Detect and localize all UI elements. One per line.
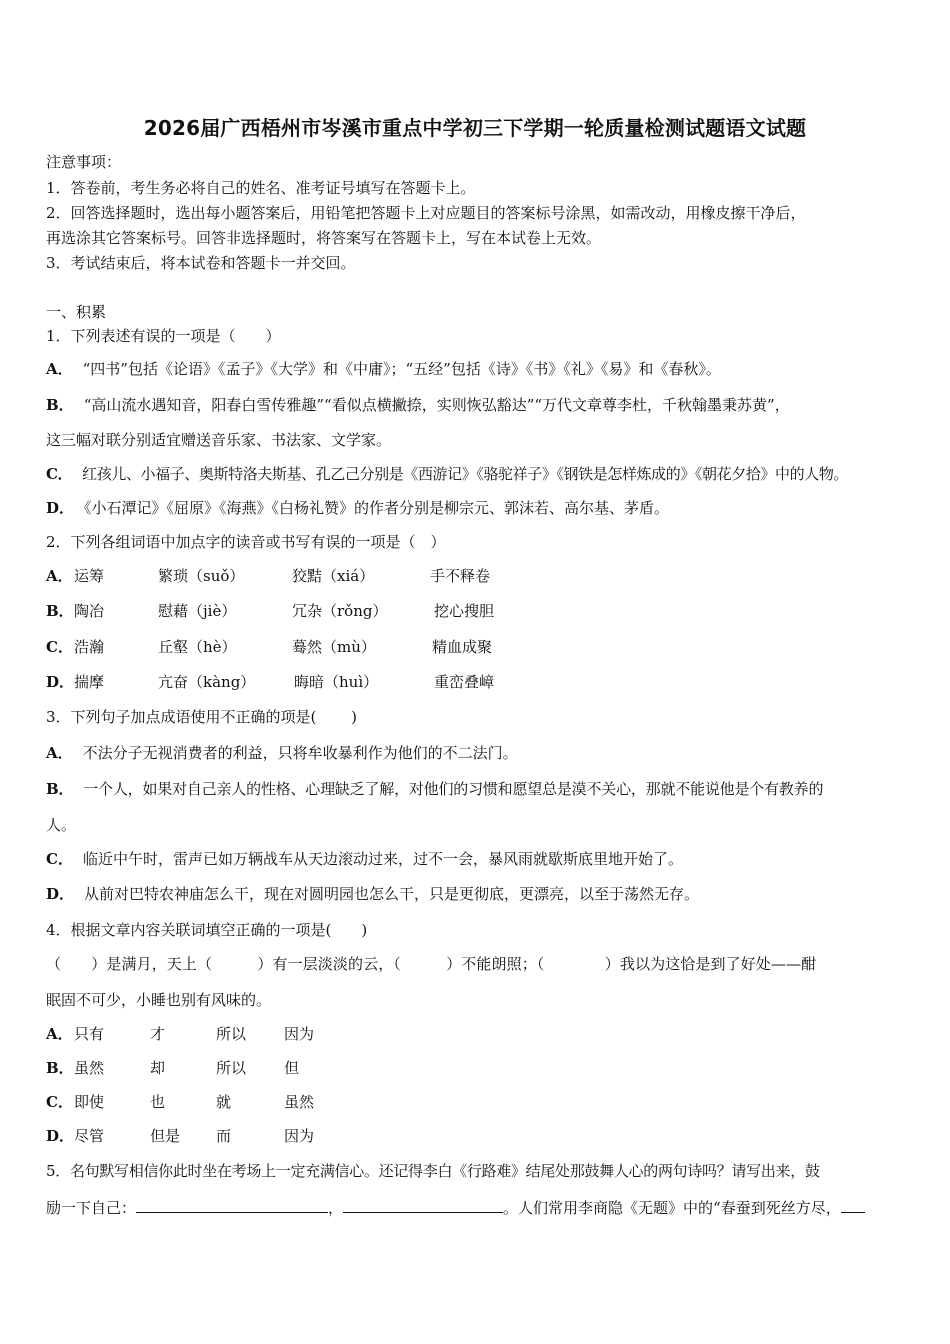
answer-blank[interactable]	[841, 1198, 865, 1213]
q3-option-b	[46, 779, 823, 799]
q1-option-b-cont: 这三幅对联分别适宜赠送音乐家、书法家、文学家。	[46, 431, 392, 449]
option-cell: 但	[284, 1059, 300, 1077]
notice-item: 再选涂其它答案标号。回答非选择题时，将答案写在答题卡上，写在本试卷上无效。	[46, 229, 602, 247]
option-cell: 手不释卷	[430, 567, 491, 585]
option-cell: 陶冶	[74, 602, 105, 620]
option-cell: 只有	[74, 1025, 105, 1043]
option-text: 临近中午时，雷声已如万辆战车从天边滚动过来，过不一会，暴风雨就歇斯底里地开始了。	[82, 850, 683, 868]
option-label: A．	[46, 567, 73, 585]
option-cell: 运筹	[74, 567, 105, 585]
answer-blank[interactable]	[343, 1198, 503, 1213]
option-label: C．	[46, 850, 73, 868]
option-cell: 繁琐（suǒ）	[158, 567, 245, 585]
option-text: 红孩儿、小福子、奥斯特洛夫斯基、孔乙己分别是《西游记》《骆驼祥子》《钢铁是怎样炼成的》《朝花夕拾》中的人物。	[82, 465, 849, 483]
question-1-stem: 1．下列表述有误的一项是（ ）	[46, 327, 281, 345]
option-cell: 所以	[216, 1059, 247, 1077]
question-5-stem: 5．名句默写相信你此时坐在考场上一定充满信心。还记得李白《行路难》结尾处那鼓舞人心的两句诗吗？请写出来，鼓	[46, 1162, 820, 1180]
question-2-stem: 2．下列各组词语中加点字的读音或书写有误的一项是（ ）	[46, 533, 446, 551]
page-title: 2026届广西梧州市岑溪市重点中学初三下学期一轮质量检测试题语文试题	[143, 116, 807, 140]
option-label: B．	[46, 396, 74, 414]
option-label: D．	[46, 673, 75, 691]
q2-option-c	[46, 637, 646, 657]
fill-prefix: 励一下自己：	[46, 1199, 137, 1217]
option-cell: 但是	[150, 1127, 181, 1145]
option-label: C．	[46, 638, 73, 656]
q3-option-a	[46, 743, 518, 763]
q4-passage: 眠固不可少，小睡也别有风味的。	[46, 991, 272, 1009]
question-4-stem: 4．根据文章内容关联词填空正确的一项是( )	[46, 921, 368, 939]
option-cell: 因为	[284, 1025, 315, 1043]
option-label: B．	[46, 602, 74, 620]
option-cell: 晦暗（huì）	[294, 673, 379, 691]
option-text: 不法分子无视消费者的利益，只将牟收暴利作为他们的不二法门。	[82, 744, 518, 762]
q3-option-c	[46, 849, 683, 869]
q2-option-b	[46, 601, 646, 621]
option-cell: 精血成聚	[432, 638, 493, 656]
option-cell: 挖心搜胆	[434, 602, 495, 620]
q4-option-b	[46, 1058, 446, 1078]
option-cell: 狡黠（xiá）	[292, 567, 375, 585]
fill-comma: ，	[328, 1199, 344, 1217]
notice-heading: 注意事项：	[46, 153, 122, 171]
q5-fill-line	[46, 1198, 865, 1218]
option-cell: 丘壑（hè）	[158, 638, 237, 656]
q2-option-a	[46, 566, 646, 586]
option-cell: 虽然	[284, 1093, 315, 1111]
option-label: B．	[46, 780, 74, 798]
question-3-stem: 3．下列句子加点成语使用不正确的项是( )	[46, 708, 358, 726]
answer-blank[interactable]	[136, 1198, 328, 1213]
option-label: A．	[46, 360, 73, 378]
q4-option-a	[46, 1024, 446, 1044]
option-cell: 即使	[74, 1093, 105, 1111]
option-cell: 亢奋（kàng）	[158, 673, 256, 691]
option-label: A．	[46, 1025, 73, 1043]
q4-option-d	[46, 1126, 446, 1146]
option-cell: 浩瀚	[74, 638, 105, 656]
notice-item: 3．考试结束后，将本试卷和答题卡一并交回。	[46, 254, 356, 272]
q1-option-d	[46, 498, 669, 518]
q1-option-a	[46, 359, 721, 379]
option-cell: 因为	[284, 1127, 315, 1145]
notice-item: 1．答卷前，考生务必将自己的姓名、准考证号填写在答题卡上。	[46, 179, 476, 197]
q3-option-b-cont: 人。	[46, 816, 77, 834]
option-cell: 才	[150, 1025, 166, 1043]
option-cell: 而	[216, 1127, 232, 1145]
q1-option-c	[46, 464, 848, 484]
option-label: D．	[46, 885, 75, 903]
q4-passage: （ ）是满月，天上（ ）有一层淡淡的云，（ ）不能朗照；（ ）我以为这恰是到了好处——酣	[46, 955, 817, 973]
option-cell: 也	[150, 1093, 166, 1111]
q1-option-b	[46, 395, 790, 415]
option-label: B．	[46, 1059, 74, 1077]
section-heading: 一、积累	[46, 303, 107, 321]
option-cell: 重峦叠嶂	[434, 673, 495, 691]
notice-item: 2．回答选择题时，选出每小题答案后，用铅笔把答题卡上对应题目的答案标号涂黑，如需改动，用橡皮擦干净后，	[46, 204, 806, 222]
fill-suffix: 。人们常用李商隐《无题》中的“春蚕到死丝方尽，	[503, 1199, 841, 1217]
option-cell: 慰藉（jiè）	[158, 602, 237, 620]
option-cell: 冗杂（rǒng）	[292, 602, 388, 620]
option-text: 《小石潭记》《屈原》《海燕》《白杨礼赞》的作者分别是柳宗元、郭沫若、高尔基、茅盾。	[84, 499, 670, 517]
option-cell: 蓦然（mù）	[292, 638, 376, 656]
option-cell: 揣摩	[74, 673, 105, 691]
option-label: D．	[46, 499, 75, 517]
option-label: C．	[46, 1093, 73, 1111]
q2-option-d	[46, 672, 646, 692]
option-label: A．	[46, 744, 73, 762]
option-text: 从前对巴特农神庙怎么干，现在对圆明园也怎么干，只是更彻底，更漂亮，以至于荡然无存。	[84, 885, 700, 903]
q3-option-d	[46, 884, 699, 904]
option-cell: 尽管	[74, 1127, 105, 1145]
option-text: “四书”包括《论语》《孟子》《大学》和《中庸》；“五经”包括《诗》《书》《礼》《易》和《春秋》。	[82, 360, 721, 378]
option-cell: 所以	[216, 1025, 247, 1043]
option-label: C．	[46, 465, 73, 483]
option-cell: 就	[216, 1093, 232, 1111]
option-text: “高山流水遇知音，阳春白雪传雅趣”“看似点横撇捺，实则恢弘豁达”“万代文章尊李杜，千秋翰墨秉苏黄”，	[83, 396, 790, 414]
option-label: D．	[46, 1127, 75, 1145]
option-cell: 却	[150, 1059, 166, 1077]
option-text: 一个人，如果对自己亲人的性格、心理缺乏了解，对他们的习惯和愿望总是漠不关心，那就不能说他是个有教养的	[83, 780, 824, 798]
option-cell: 虽然	[74, 1059, 105, 1077]
q4-option-c	[46, 1092, 446, 1112]
